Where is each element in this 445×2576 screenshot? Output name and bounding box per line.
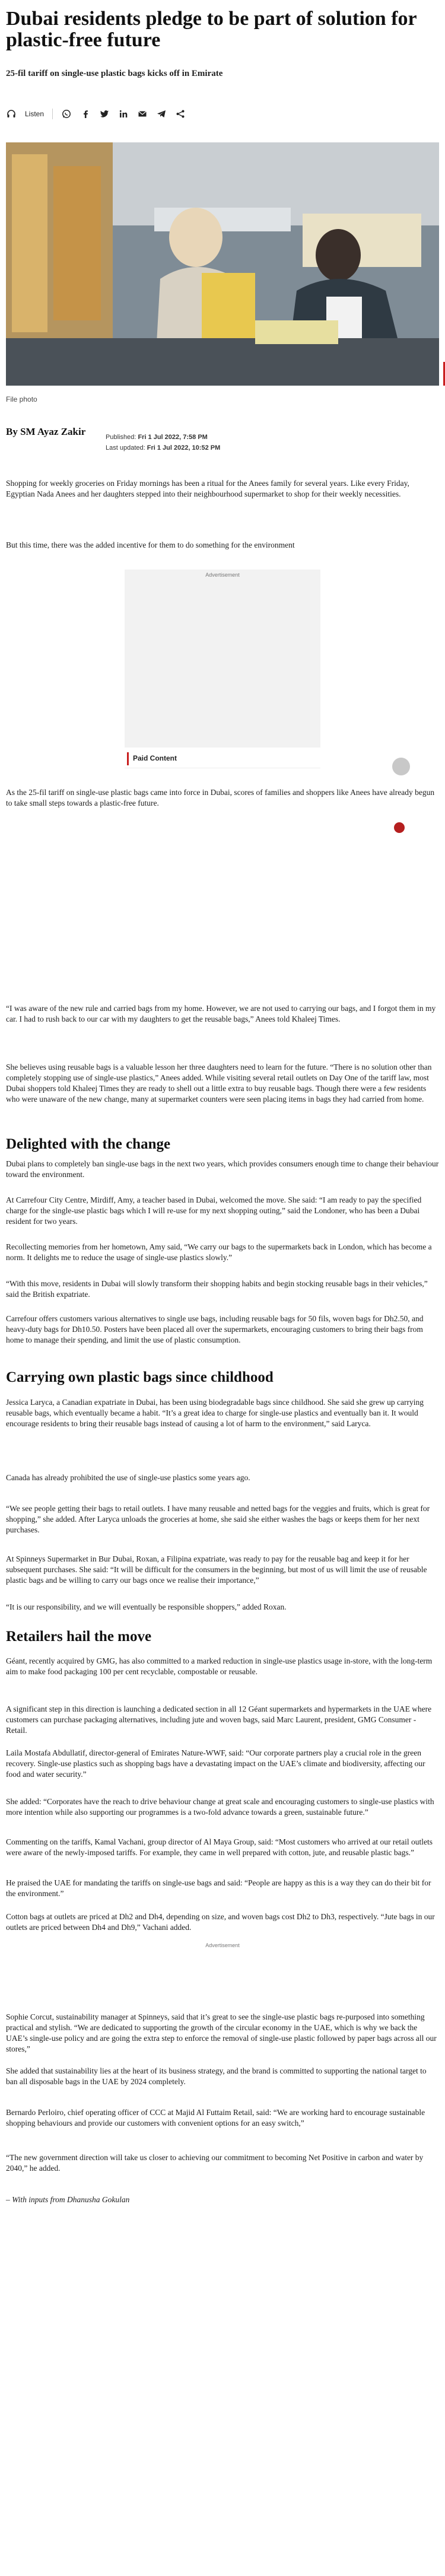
advertisement[interactable]	[6, 1942, 439, 2002]
section-heading: Retailers hail the move	[6, 1629, 152, 1645]
page-title: Dubai residents pledge to be part of solution for plastic-free future	[6, 8, 417, 51]
share-icon[interactable]	[175, 109, 186, 119]
updated-value: Fri 1 Jul 2022, 10:52 PM	[147, 444, 221, 451]
paragraph: “We see people getting their bags to retail outlets. I have many reusable and netted bags for the veggies and fruits, which is great for shopping,” she added. After Laryca unloads the groceries at home, she said she either washes the bags or keeps them for her next purchases.	[6, 1504, 430, 1534]
article-meta	[106, 432, 220, 453]
ad-label: Advertisement	[205, 1942, 240, 1948]
telegram-icon[interactable]	[156, 109, 167, 119]
facebook-icon[interactable]	[80, 109, 91, 119]
paragraph: Recollecting memories from her hometown, Amy said, “We carry our bags to the supermarkets back in London, which has become a norm. It delights me to reduce the usage of single-use plastics slowly.”	[6, 1242, 432, 1262]
share-divider	[52, 109, 53, 119]
section-heading: Carrying own plastic bags since childhood	[6, 1369, 274, 1385]
advertisement[interactable]	[125, 570, 320, 748]
email-icon[interactable]	[137, 109, 148, 119]
paragraph: Géant, recently acquired by GMG, has also committed to a marked reduction in single-use plastics usage in-store, with the long-term aim to make food packaging 100 per cent recyclable, compostable or reusable.	[6, 1656, 433, 1676]
paragraph: As the 25-fil tariff on single-use plastic bags came into force in Dubai, scores of families and shoppers like Anees have already begun to take small steps towards a plastic-free future.	[6, 788, 435, 807]
paragraph: Carrefour offers customers various alternatives to single use bags, including reusable bags for 50 fils, woven bags for Dh2.50, and heavy-duty bags for Dh10.50. Posters have been placed all over the supermarkets, encouraging customers to bring their bags from home to manage their spending, and limit the use of plastic consumption.	[6, 1314, 424, 1344]
paragraph: Cotton bags at outlets are priced at Dh2 and Dh4, depending on size, and woven bags cost Dh2 to Dh3, respectively. “Jute bags in our outlets are priced between Dh4 and Dh9,” Vachani added.	[6, 1912, 435, 1932]
paragraph: Sophie Corcut, sustainability manager at Spinneys, said that it’s great to see the single-use plastic bags re-purposed into something practical and stylish. “We are dedicated to supporting the growth of the circular economy in the UAE, which is why we back the UAE’s single-use policy and are going the extra step to enforce the removal of single-use plastic followed by paper bags across all our stores,”	[6, 2012, 437, 2053]
paragraph: She added that sustainability lies at the heart of its business strategy, and the brand is committed to supporting the national target to ban all disposable bags in the UAE by 2024 completely.	[6, 2066, 427, 2086]
article-credit: – With inputs from Dhanusha Gokulan	[6, 2195, 130, 2204]
share-bar	[6, 107, 186, 121]
byline[interactable]: By SM Ayaz Zakir	[6, 426, 86, 437]
paragraph: “With this move, residents in Dubai will slowly transform their shopping habits and begin stocking reusable bags in their vehicles,” said the British expatriate.	[6, 1279, 428, 1299]
section-heading: Delighted with the change	[6, 1136, 171, 1152]
photo-caption: File photo	[6, 395, 37, 403]
headphones-icon[interactable]	[6, 109, 17, 119]
paragraph: Canada has already prohibited the use of single-use plastics some years ago.	[6, 1473, 250, 1482]
paid-content-accent	[127, 752, 129, 765]
paragraph: At Spinneys Supermarket in Bur Dubai, Roxan, a Filipina expatriate, was ready to pay for the reusable bag and keep it for her subsequent purchases. She said: “It will be difficult for the consumers in the beginning, but most of us will limit the use of reusable plastic bags and be willing to carry our bags once we realise their importance,”	[6, 1554, 427, 1585]
paragraph: She believes using reusable bags is a valuable lesson her three daughters need to learn for the future. “There is no solution other than completely stopping use of single-use plastics,” Anees added. While visiting several retail outlets on Day One of the tariff law, most Dubai shoppers told Khaleej Times they are ready to shell out a little extra to buy reusable bags. Though there were a few residents who were unaware of the new change, many at supermarket counters were seen placing items in bags they had carried from home.	[6, 1063, 432, 1103]
paragraph: Jessica Laryca, a Canadian expatriate in Dubai, has been using biodegradable bags since childhood. She said she grew up carrying reusable bags, which eventually became a habit. “It’s a great idea to charge for single-use plastics and eventually ban it. It would encourage residents to bring their reusable bags instead of causing a lot of harm to the environment,” said Laryca.	[6, 1398, 424, 1428]
paragraph: Bernardo Perloiro, chief operating officer of CCC at Majid Al Futtaim Retail, said: “We are working hard to encourage sustainable shopping behaviours and provide our customers with convenient options for an easy switch,”	[6, 2108, 425, 2127]
published-row	[106, 432, 220, 443]
paragraph: “I was aware of the new rule and carried bags from my home. However, we are not used to carrying our bags, and I forgot them in my car. I had to rush back to our car with my daughters to get the reusable bags,” Anees told Khaleej Times.	[6, 1004, 436, 1023]
published-value: Fri 1 Jul 2022, 7:58 PM	[138, 434, 208, 441]
updated-row	[106, 443, 220, 453]
linkedin-icon[interactable]	[118, 109, 129, 119]
hero-photo	[6, 142, 439, 386]
twitter-icon[interactable]	[99, 109, 110, 119]
paragraph: Shopping for weekly groceries on Friday mornings has been a ritual for the Anees family for several years. Like every Friday, Egyptian Nada Anees and her daughters stepped into their neighbourhood supermarket to shop for their weekly necessities.	[6, 479, 409, 498]
paragraph: “The new government direction will take us closer to achieving our commitment to becoming Net Positive in carbon and water by 2040,” he added.	[6, 2153, 424, 2173]
ad-label: Advertisement	[205, 572, 240, 578]
paid-content-label: Paid Content	[133, 754, 177, 762]
whatsapp-icon[interactable]	[61, 109, 72, 119]
paragraph: Commenting on the tariffs, Kamal Vachani, group director of Al Maya Group, said: “Most customers who arrived at our retail outlets were aware of the newly-imposed tariffs. For example, they came in well prepared with cotton, jute, and reusable plastic bags.”	[6, 1837, 433, 1857]
scroll-indicator-icon[interactable]	[392, 758, 410, 775]
paragraph: Laila Mostafa Abdullatif, director-general of Emirates Nature-WWF, said: “Our corporate partners play a crucial role in the green recovery. Single-use plastics such as shopping bags have a devastating impact on the UAE’s climate and biodiversity, affecting our food and water security.”	[6, 1748, 425, 1779]
paragraph: A significant step in this direction is launching a dedicated section in all 12 Géant supermarkets and hypermarkets in the UAE where customers can purchase packaging alternatives, including jute and woven bags, said Marc Laurent, president, GMG Consumer - Retail.	[6, 1704, 432, 1735]
notification-icon[interactable]	[394, 822, 405, 833]
paragraph: She added: “Corporates have the reach to drive behaviour change at great scale and encouraging customers to single-use plastics with more intention while also supporting our programmes is a two-fold advance towards a green, sustainable future.”	[6, 1797, 434, 1817]
paid-content-banner[interactable]	[125, 749, 320, 768]
article-subhead: 25-fil tariff on single-use plastic bags kicks off in Emirate	[6, 69, 223, 78]
hero-photo-illustration	[6, 142, 439, 386]
paragraph: He praised the UAE for mandating the tariffs on single-use bags and said: “People are happy as this is a way they can do their bit for the environment.”	[6, 1878, 431, 1898]
paragraph: At Carrefour City Centre, Mirdiff, Amy, a teacher based in Dubai, welcomed the move. She said: “I am ready to pay the specified charge for the single-use plastic bags which I will re-use for my next shopping outing,” said the Londoner, who has been a Dubai resident for two years.	[6, 1195, 422, 1226]
published-label: Published:	[106, 434, 136, 441]
paragraph: But this time, there was the added incentive for them to do something for the environment	[6, 540, 295, 549]
paragraph: Dubai plans to completely ban single-use bags in the next two years, which provides consumers enough time to change their behaviour toward the environment.	[6, 1159, 439, 1179]
listen-button[interactable]: Listen	[25, 110, 44, 118]
updated-label: Last updated:	[106, 444, 145, 451]
paragraph: “It is our responsibility, and we will eventually be responsible shoppers,” added Roxan.	[6, 1602, 287, 1611]
